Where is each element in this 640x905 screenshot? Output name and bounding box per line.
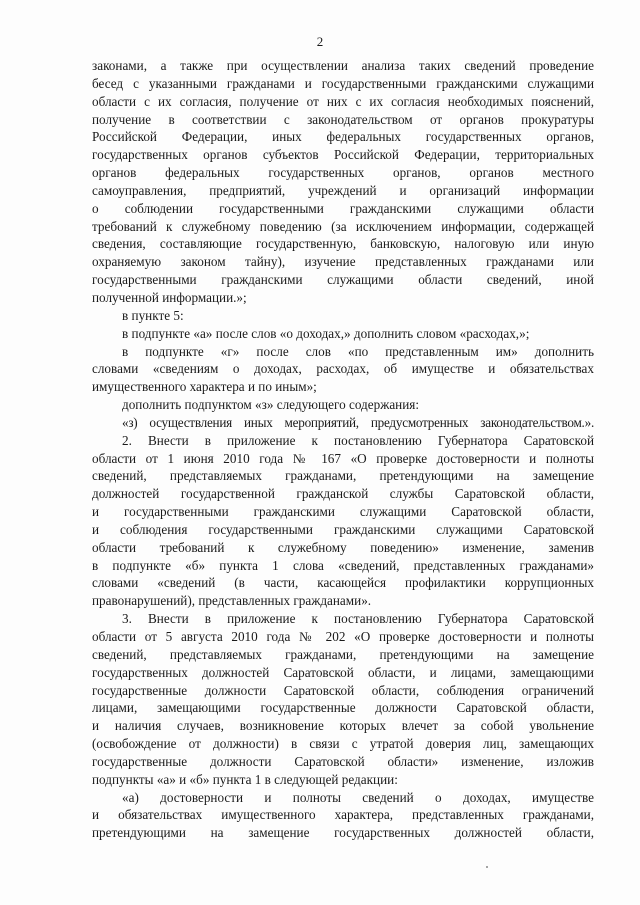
text-line: охраняемую законом тайну), изучение представленных гражданами или [92, 254, 594, 270]
text-line: лицами, замещающими государственные должности Саратовской области, [92, 700, 594, 716]
text-line: области требований к служебному поведению» изменение, заменив [92, 539, 594, 555]
text-line: органов федеральных государственных органов, органов местного [92, 165, 594, 181]
text-line: «з) осуществления иных мероприятий, предусмотренных законодательством.». [122, 414, 594, 430]
text-line: государственные должности Саратовской области, соблюдения ограничений [92, 682, 594, 698]
text-line: самоуправления, предприятий, учреждений и организаций информации [92, 182, 594, 198]
text-line: и наличия случаев, возникновение которых влечет за собой увольнение [92, 718, 594, 734]
text-line: претендующими на замещение государственных должностей области, [92, 825, 594, 841]
text-line: области от 1 июня 2010 года № 167 «О проверке достоверности и полноты [92, 450, 594, 466]
text-line: дополнить подпунктом «з» следующего содержания: [122, 397, 420, 413]
text-line: имущественного характера и по иным»; [92, 379, 317, 395]
text-line: сведений, представляемых гражданами, претендующими на замещение [92, 468, 594, 484]
text-line: в подпункте «б» пункта 1 слова «сведений, представленных гражданами» [92, 557, 594, 573]
text-line: словами «сведений (в части, касающейся профилактики коррупционных [92, 575, 594, 591]
text-line: бесед с указанными гражданами и государственными гражданскими служащими [92, 75, 594, 91]
text-line: законами, а также при осуществлении анализа таких сведений проведение [92, 58, 594, 73]
text-line: «а) достоверности и полноты сведений о доходах, имуществе [122, 789, 594, 805]
text-line: должностей государственной гражданской службы Саратовской области, [92, 486, 594, 502]
scan-speck [486, 866, 488, 868]
text-line: государственных должностей Саратовской области, и лицами, замещающими [92, 664, 594, 680]
text-line: требований к служебному поведению (за исключением информации, содержащей [92, 218, 594, 234]
text-line: словами «сведениям о доходах, расходах, об имуществе и обязательствах [92, 361, 594, 377]
text-line: в пункте 5: [122, 307, 184, 323]
text-line: области от 5 августа 2010 года № 202 «О проверке достоверности и полноты [92, 629, 594, 644]
text-line: 3. Внести в приложение к постановлению Губернатора Саратовской [122, 611, 594, 627]
text-line: государственных органов субъектов Российской Федерации, территориальных [92, 147, 594, 163]
text-line: полученной информации.»; [92, 289, 247, 305]
text-line: Российской Федерации, иных федеральных государственных органов, [92, 129, 594, 145]
text-line: получение в соответствии с законодательством от органов прокуратуры [92, 111, 594, 127]
text-line: и соблюдения государственными гражданскими служащими Саратовской [92, 521, 594, 537]
text-line: и обязательствах имущественного характера, представленных гражданами, [92, 807, 594, 823]
text-line: в подпункте «г» после слов «по представленным им» дополнить [122, 343, 594, 359]
page-number: 2 [316, 34, 324, 49]
text-line: области с их согласия, получение от них с их согласия необходимых пояснений, [92, 93, 594, 109]
body-text [92, 57, 594, 842]
text-line: сведения, составляющие государственную, банковскую, налоговую или иную [92, 236, 594, 252]
text-line: государственные должности Саратовской области» изменение, изложив [92, 753, 594, 769]
text-line: (освобождение от должности) в связи с утратой доверия лиц, замещающих [92, 736, 594, 752]
text-line: подпункты «а» и «б» пункта 1 в следующей редакции: [92, 771, 398, 787]
text-line: и государственными гражданскими служащими Саратовской области, [92, 504, 594, 520]
text-line: в подпункте «а» после слов «о доходах,» дополнить словом «расходах,»; [122, 325, 530, 341]
text-line: сведений, представляемых гражданами, претендующими на замещение [92, 646, 594, 662]
text-line: 2. Внести в приложение к постановлению Губернатора Саратовской [122, 432, 594, 448]
text-line: государственными гражданскими служащими области сведений, иной [92, 272, 594, 288]
text-line: правонарушений), представленных гражданами». [92, 593, 372, 609]
text-line: о соблюдении государственными гражданскими служащими области [92, 200, 594, 216]
